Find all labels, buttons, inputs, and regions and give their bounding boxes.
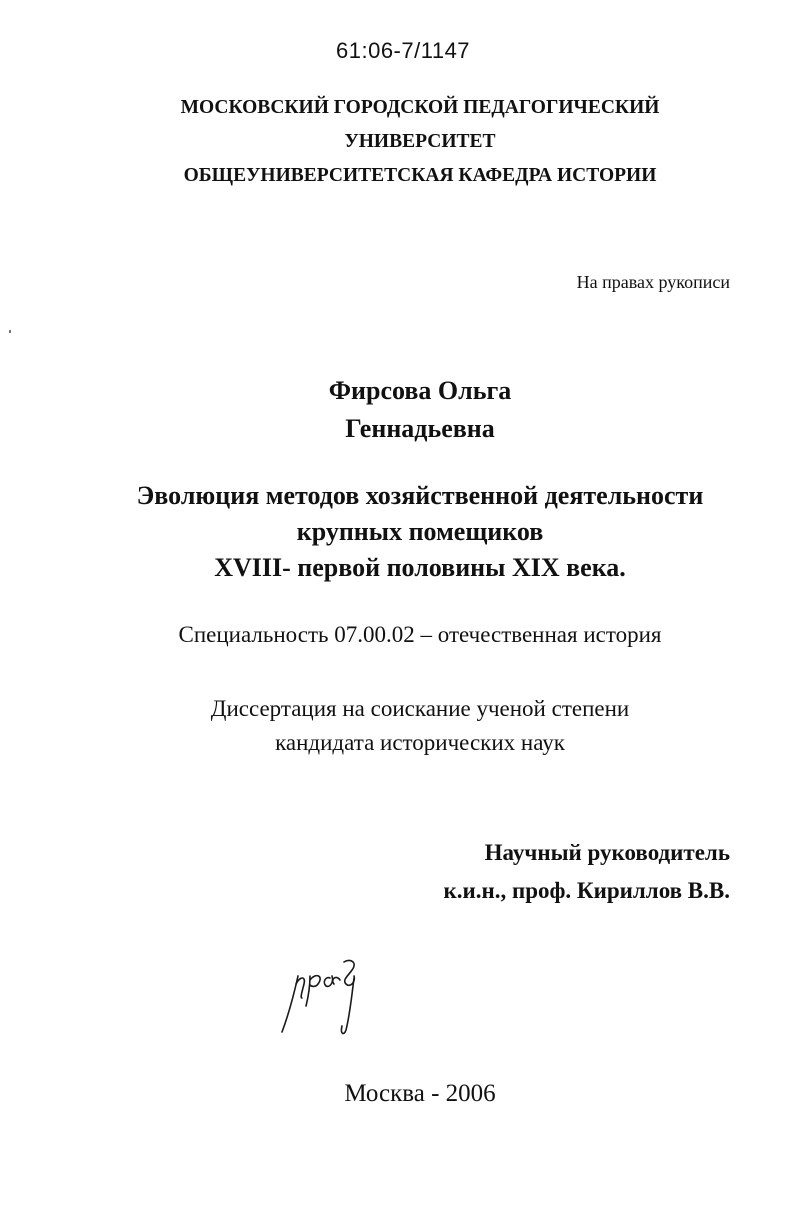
- department-name: ОБЩЕУНИВЕРСИТЕТСКАЯ КАФЕДРА ИСТОРИИ: [183, 165, 657, 186]
- degree-line2: кандидата исторических наук: [275, 730, 565, 755]
- supervisor-name: к.и.н., проф. Кириллов В.В.: [443, 878, 730, 903]
- degree-line1: Диссертация на соискание ученой степени: [210, 696, 630, 721]
- title-line2: крупных помещиков: [296, 517, 544, 546]
- dissertation-title: [0, 478, 793, 586]
- scan-artifact: [9, 330, 11, 333]
- manuscript-rights-note: На правах рукописи: [576, 272, 730, 292]
- supervisor-label: Научный руководитель: [484, 840, 730, 865]
- degree-statement: [0, 692, 793, 760]
- university-name-line1: МОСКОВСКИЙ ГОРОДСКОЙ ПЕДАГОГИЧЕСКИЙ: [180, 97, 660, 118]
- scientific-supervisor: [443, 834, 730, 910]
- author-name-line1: Фирсова Ольга: [328, 376, 512, 405]
- title-line1: Эволюция методов хозяйственной деятельности: [136, 481, 704, 510]
- university-header: [0, 91, 793, 193]
- author-name: [0, 372, 793, 448]
- author-name-line2: Геннадьевна: [345, 414, 495, 443]
- title-line3: XVIII- первой половины XIX века.: [214, 553, 626, 582]
- library-stamp-code: 61:06-7/1147: [336, 38, 471, 63]
- specialty-line: Специальность 07.00.02 – отечественная история: [178, 622, 662, 647]
- city-and-year: Москва - 2006: [344, 1080, 496, 1107]
- handwritten-signature-icon: [276, 954, 386, 1044]
- university-name-line2: УНИВЕРСИТЕТ: [344, 131, 496, 152]
